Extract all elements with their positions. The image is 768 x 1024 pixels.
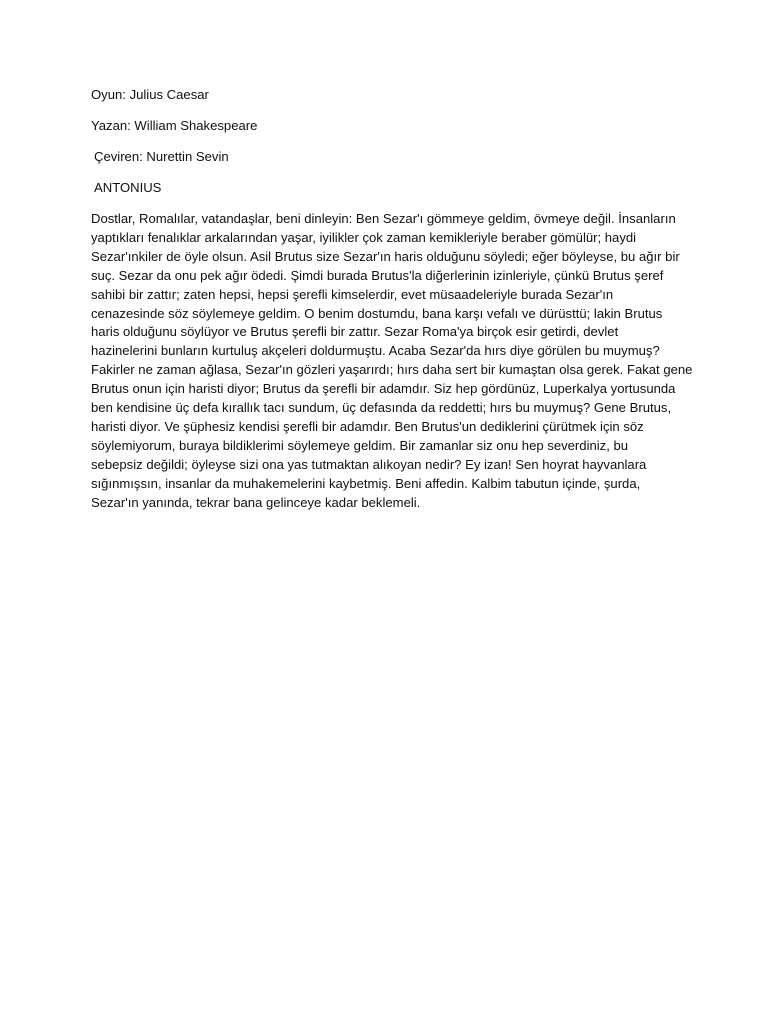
- document-body: [91, 86, 693, 513]
- speech-line: ben kendisine üç defa kırallık tacı sundum, üç defasında da reddetti; hırs bu muymuş? Gene Brutus,: [91, 400, 672, 416]
- speaker-name: ANTONIUS: [94, 180, 162, 195]
- speech-line: sahibi bir zattır; zaten hepsi, hepsi şerefli kimselerdir, evet müsaadeleriyle burada Sezar'ın: [91, 286, 614, 302]
- speech-line: Sezar'ınkiler de öyle olsun. Asil Brutus size Sezar'ın haris olduğunu söyledi; eğer böyleyse, bu ağır bir: [91, 248, 680, 264]
- speech-line: Dostlar, Romalılar, vatandaşlar, beni dinleyin: Ben Sezar'ı gömmeye geldim, övmeye değil. İnsanların: [91, 211, 676, 226]
- speech-line: haristi diyor. Ve şüphesiz kendisi şerefli bir adamdır. Ben Brutus'un dediklerini çürütmek için söz: [91, 418, 644, 434]
- speech-line: sığınmışsın, insanlar da muhakemelerini kaybetmiş. Beni affedin. Kalbim tabutun içinde, şurda,: [91, 475, 641, 491]
- speech-line: sebepsiz değildi; öyleyse sizi ona yas tutmaktan alıkoyan nedir? Ey izan! Sen hoyrat hayvanlara: [91, 456, 647, 472]
- author-line: Yazan: William Shakespeare: [91, 118, 258, 133]
- speech-paragraph: [91, 210, 693, 513]
- speech-line: Fakirler ne zaman ağlasa, Sezar'ın gözleri yaşarırdı; hırs daha sert bir kumaştan olsa gerek. Fakat gene: [91, 362, 693, 378]
- speech-line: söylemiyorum, buraya bildiklerimi söylemeye geldim. Bir zamanlar siz onu hep severdiniz, bu: [91, 437, 629, 453]
- speech-line: Brutus onun için haristi diyor; Brutus da şerefli bir adamdır. Siz hep gördünüz, Luperkalya yortusunda: [91, 381, 676, 397]
- speech-line: haris olduğunu söylüyor ve Brutus şerefli bir zattır. Sezar Roma'ya birçok esir getirdi, devlet: [91, 324, 619, 340]
- speech-line: Sezar'ın yanında, tekrar bana gelinceye kadar beklemeli.: [91, 494, 421, 510]
- speech-line: hazinelerini bunların kurtuluş akçeleri doldurmuştu. Acaba Sezar'da hırs diye görülen bu muymuş?: [91, 343, 660, 359]
- speech-line: suç. Sezar da onu pek ağır ödedi. Şimdi burada Brutus'la diğerlerinin izinleriyle, çünkü Brutus şeref: [91, 267, 664, 283]
- translator-line: Çeviren: Nurettin Sevin: [94, 149, 229, 164]
- play-title-line: Oyun: Julius Caesar: [91, 87, 209, 102]
- speech-line: cenazesinde söz söylemeye geldim. O benim dostumdu, bana karşı vefalı ve dürüsttü; lakin Brutus: [91, 305, 663, 321]
- speech-line: yaptıkları fenalıklar arkalarından yaşar, iyilikler çok zaman kemikleriyle beraber gömülür; haydi: [91, 229, 637, 245]
